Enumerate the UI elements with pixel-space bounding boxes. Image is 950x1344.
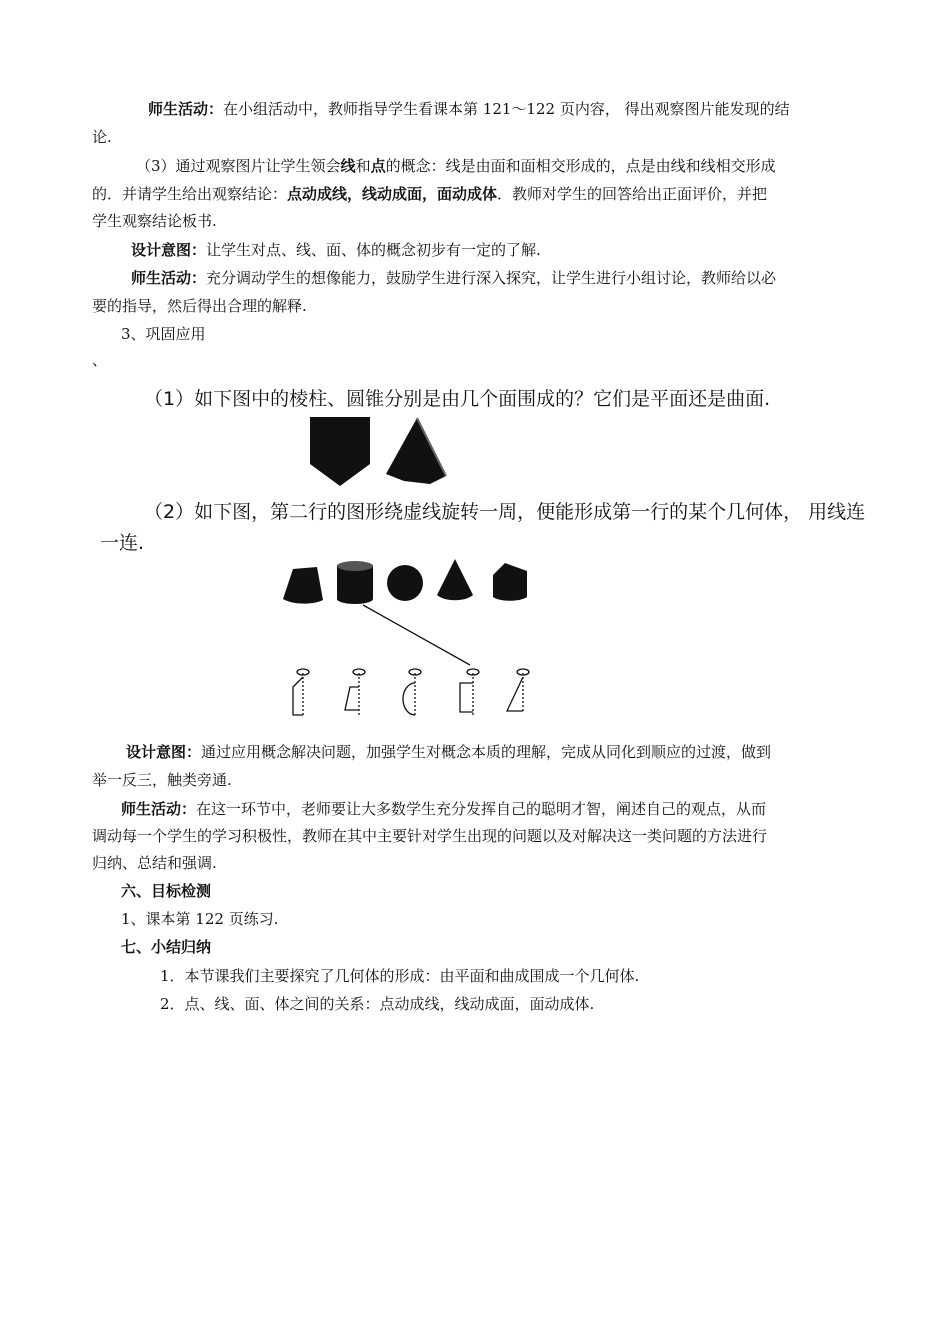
cone-shape [386,418,446,484]
plane-figure-5 [507,669,529,713]
heading-summary: 七、小结归纳 [121,938,212,956]
goal-check-item: 1、课本第 122 页练习. [121,910,279,928]
summary-item-1: 1．本节课我们主要探究了几何体的形成：由平面和曲成围成一个几何体. [160,967,640,985]
paragraph-teacher-activity-3 [121,799,766,819]
text: 的概念：线是由面和面相交形成的，点是由线和线相交形成 [385,157,776,175]
connecting-line [363,605,470,665]
heading-goal-check: 六、目标检测 [121,882,212,900]
plane-figure-2 [345,669,365,715]
paragraph-continuation: 论. [92,128,112,146]
prism-pentagon-shape [310,417,370,486]
summary-item-2: 2．点、线、面、体之间的关系：点动成线，线动成面，面动成体. [160,995,595,1013]
section-consolidation: 3、巩固应用 [121,325,206,343]
plane-figure-1 [293,669,309,715]
stray-mark: 、 [92,351,108,369]
text: （3）通过观察图片让学生领会 [136,157,341,175]
conclusion-text: 点动成线，线动成面，面动成体 [287,185,498,203]
question-2: （2）如下图，第二行的图形绕虚线旋转一周，便能形成第一行的某个几何体， 用线连 [144,501,866,523]
paragraph-design-intent-1 [131,240,541,260]
cone-solid [437,559,473,600]
plane-figure-4 [460,669,479,715]
cylinder-solid [337,561,373,604]
term-line: 线 [340,157,356,175]
label-teacher-activity: 师生活动： [121,800,197,818]
paragraph-teacher-activity-2 [131,268,776,288]
paragraph-concept-line-point [136,156,776,176]
term-point: 点 [370,157,386,175]
text: 的．并请学生给出观察结论： [92,185,288,203]
text: ．教师对学生的回答给出正面评价，并把 [497,185,768,203]
sphere-solid [387,565,423,601]
text: 让学生对点、线、面、体的概念初步有一定的了解. [206,241,541,259]
figure-prism-cone [300,412,460,492]
question-2-continuation: 一连. [100,532,145,554]
frustum-solid [283,567,323,604]
paragraph-continuation: 要的指导，然后得出合理的解释. [92,297,307,315]
question-1: （1）如下图中的棱柱、圆锥分别是由几个面围成的？它们是平面还是曲面. [144,388,771,410]
paragraph-design-intent-2 [126,742,771,762]
paragraph-continuation: 举一反三，触类旁通. [92,771,232,789]
text: 通过应用概念解决问题，加强学生对概念本质的理解，完成从同化到顺应的过渡，做到 [201,743,772,761]
paragraph-teacher-activity-1 [148,99,790,119]
paragraph-conclusion-line [92,184,767,204]
label-design-intent: 设计意图： [131,241,207,259]
text: 和 [355,157,371,175]
label-teacher-activity: 师生活动： [131,269,207,287]
text: 在小组活动中，教师指导学生看课本第 121～122 页内容， 得出观察图片能发现的结 [223,100,790,118]
figure-rotation-matching [275,555,540,730]
paragraph-continuation: 学生观察结论板书. [92,212,217,230]
text: 在这一环节中，老师要让大多数学生充分发挥自己的聪明才智，阐述自己的观点，从而 [196,800,767,818]
paragraph-continuation: 调动每一个学生的学习积极性，教师在其中主要针对学生出现的问题以及对解决这一类问题的方法进行 [92,827,768,845]
plane-figure-3 [403,669,421,717]
paragraph-continuation: 归纳、总结和强调. [92,854,217,872]
label-design-intent: 设计意图： [126,743,202,761]
text: 充分调动学生的想像能力，鼓励学生进行深入探究，让学生进行小组讨论，教师给以必 [206,269,777,287]
label-teacher-activity: 师生活动： [148,100,224,118]
cylinder-with-cone-solid [493,563,527,601]
